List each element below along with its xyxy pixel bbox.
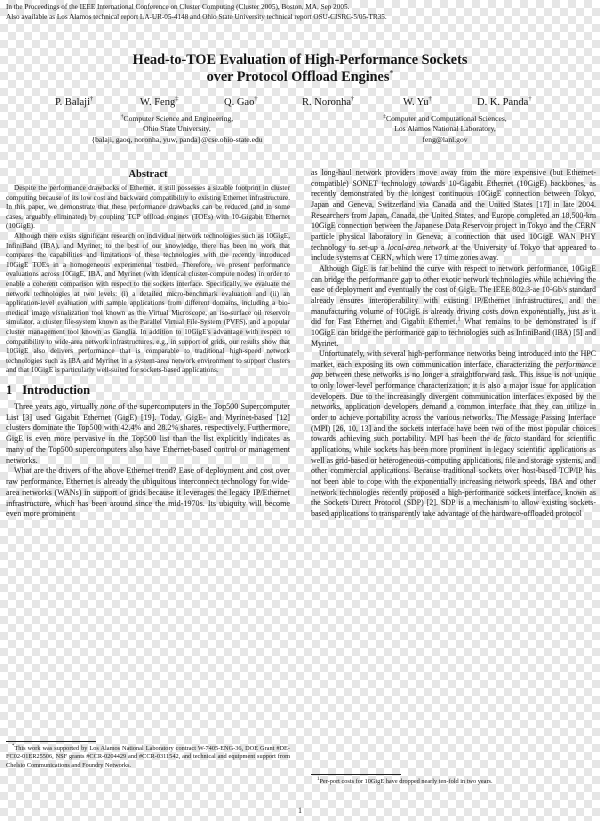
intro-paragraph: What are the drivers of the above Ethernet trend? Ease of deployment and cost over raw performance. Ethernet is already the ubiquitous interconnect technology for wide-area networks (WANs) in support of grids because it leverages the legacy IP/Ethernet infrastructure, which has been around since the mid-1970s. Its ubiquity will become even more prominent: [6, 466, 290, 519]
title-footnote-mark: *: [389, 68, 394, 78]
footnote-ref: 1: [457, 315, 461, 323]
author-emails-left: {balaji, gaoq, noronha, yuw, panda}@cse.ohio-state.edu: [91, 134, 263, 144]
page-number: 1: [298, 806, 302, 815]
author: Q. Gao†: [224, 95, 258, 108]
author: R. Noronha†: [302, 95, 355, 108]
footnote-left: *This work was supported by Los Alamos National Laboratory contract W-7405-ENG-36, DOE Grant #DE-FC02-01ER25506, NSF grants #CCR-0204429 and #CCR-0311542, and technical and equipment support from Chelsio Communications and Foundry Networks.: [6, 741, 290, 770]
body-paragraph: Unfortunately, with several high-performance networks being introduced into the HPC market, each exposing its own communication interface, characterizing the performance gap between these networks is no longer a straightforward task. This issue is not unique to only lower-level performance characterization; it is also a major issue for application developers. Due to the increasingly divergent communication interfaces exposed by the networks, application developers demand a common interface that they can utilize in order to achieve portability across the various networks. The Message Passing Interface (MPI) [26, 10, 13] and the sockets interface have been two of the most popular choices towards achieving such portability. MPI has been the de facto standard for scientific applications, while sockets has been more prominent in legacy scientific applications as well as grid-based or heterogeneous-computing applications, file and storage systems, and other commercial applications. Because traditional sockets over host-based TCP/IP has not been able to cope with the exponentially increasing network speeds, IBA and other network technologies recently proposed a high-performance sockets interface, known as the Sockets Direct Protocol (SDP) [2]. SDP is a mechanism to allow existing sockets-based applications to transparently take advantage of the hardware-offloaded protocol: [311, 349, 596, 518]
running-header: [6, 2, 596, 22]
affiliation-right: ‡Computer and Computational Sciences, Los Alamos National Laboratory, feng@lanl.gov: [345, 114, 545, 145]
header-line-1: In the Proceedings of the IEEE International Conference on Cluster Computing (Cluster 2005), Boston, MA, Sep 2005.: [6, 3, 350, 11]
author: W. Feng‡: [140, 95, 179, 108]
author: D. K. Panda†: [477, 95, 532, 108]
author-list: [0, 97, 600, 111]
section-heading-introduction: 1 Introduction: [6, 382, 91, 397]
paper-title: [0, 52, 600, 86]
intro-paragraph: Three years ago, virtually none of the supercomputers in the Top500 Supercomputer List [3] used Gigabit Ethernet (GigE) [19]. Today, GigE- and Myrinet-based [12] clusters dominate the Top500 with 42.4% and 28.2% shares, respectively. Furthermore, GigE is even more pervasive in the Top500 list than the list explicitly indicates as many of the Top500 supercomputers also have Ethernet-based control or management networks.: [6, 401, 290, 465]
right-column: [311, 168, 596, 520]
author: P. Balaji†: [55, 95, 94, 108]
abstract-heading: Abstract: [128, 169, 168, 180]
author-email-right: feng@lanl.gov: [422, 134, 468, 144]
title-line-2: over Protocol Offload Engines*: [206, 68, 394, 85]
left-column: [6, 168, 290, 520]
affiliation-left: †Computer Science and Engineering, Ohio State University, {balaji, gaoq, noronha, yuw, panda}@cse.ohio-state.edu: [62, 114, 292, 145]
header-line-2: Also available as Los Alamos technical report LA-UR-05-4148 and Ohio State University technical report OSU-CISRC-5/05-TR35.: [6, 13, 387, 21]
author: W. Yu†: [403, 95, 432, 108]
footnote-right: $^1$Per-port costs for 10GigE have dropped nearly ten-fold in two years.: [311, 774, 596, 786]
abstract: [6, 184, 290, 376]
title-line-1: Head-to-TOE Evaluation of High-Performance Sockets: [132, 52, 468, 68]
body-paragraph: Although GigE is far behind the curve with respect to network performance, 10GigE can bridge the performance gap to other exotic network technologies while achieving the ease of deployment and eventually the cost of GigE. The IEEE 802.3-ae 10-Gb/s standard already ensures interoperability with existing IP/Ethernet infrastructures, and the manufacturing volume of 10GigE is already driving costs down exponentially, just as it did for Fast Ethernet and Gigabit Ethernet.$^1$ What remains to be demonstrated is if 10GigE can bridge the performance gap to technologies such as InfiniBand (IBA) [5] and Myrinet.: [311, 263, 596, 348]
abstract-paragraph: Although there exists significant research on individual network technologies such as 10GigE, InfiniBand (IBA), and Myrinet; to the best of our knowledge, there has been no work that compares the capabilities and limitations of these technologies with the recently introduced 10GigE TOEs in a homogeneous experimental testbed. Therefore, we present performance evaluations across 10GigE, IBA, and Myrinet (with identical cluster-compute nodes) in order to enable a coherent comparison with respect to the sockets interface. Specifically, we evaluate the network technologies at two levels: (i) a detailed micro-benchmark evaluation and (ii) an application-level evaluation with sample applications from different domains, including a bio-medical image visualization tool known as the Virtual Microscope, an iso-surface oil reservoir simulator, a cluster file-system known as the Parallel Virtual File-System (PVFS), and a popular cluster management tool known as Ganglia. In addition to 10GigE's advantage with respect to compatibility to wide-area network infrastructures, e.g., in support of grids, our results show that 10GigE also delivers performance that is comparable to traditional high-speed network technologies such as IBA and Myrinet in a system-area network environment to support clusters and that 10GigE is particularly well-suited for sockets-based applications.: [6, 231, 290, 375]
abstract-paragraph: Despite the performance drawbacks of Ethernet, it still possesses a sizable footprint in cluster computing because of its low cost and backward compatibility to existing Ethernet infrastructure. In this paper, we demonstrate that these performance drawbacks can be reduced (and in some cases, arguably eliminated) by coupling TCP offload engines (TOEs) with 10-Gigabit Ethernet (10GigE).: [6, 184, 290, 231]
body-paragraph: as long-haul network providers move away from the more expensive (but Ethernet-compatible) SONET technology towards 10-Gigabit Ethernet (10GigE) backbones, as recently demonstrated by the longest continuous 10GigE connection between Tokyo, Japan and Geneva, Switzerland via Canada and the United States [17] in late 2004. Researchers from Japan, Canada, the United States, and Europe completed an 18,500-km 10GigE connection between the Japanese Data Reservoir project in Tokyo and the CERN particle physical laboratory in Geneva; a connection that used 10GigE WAN PHY technology to set-up a local-area network at the University of Tokyo that appeared to include systems at CERN, which were 17 time zones away.: [311, 168, 596, 263]
